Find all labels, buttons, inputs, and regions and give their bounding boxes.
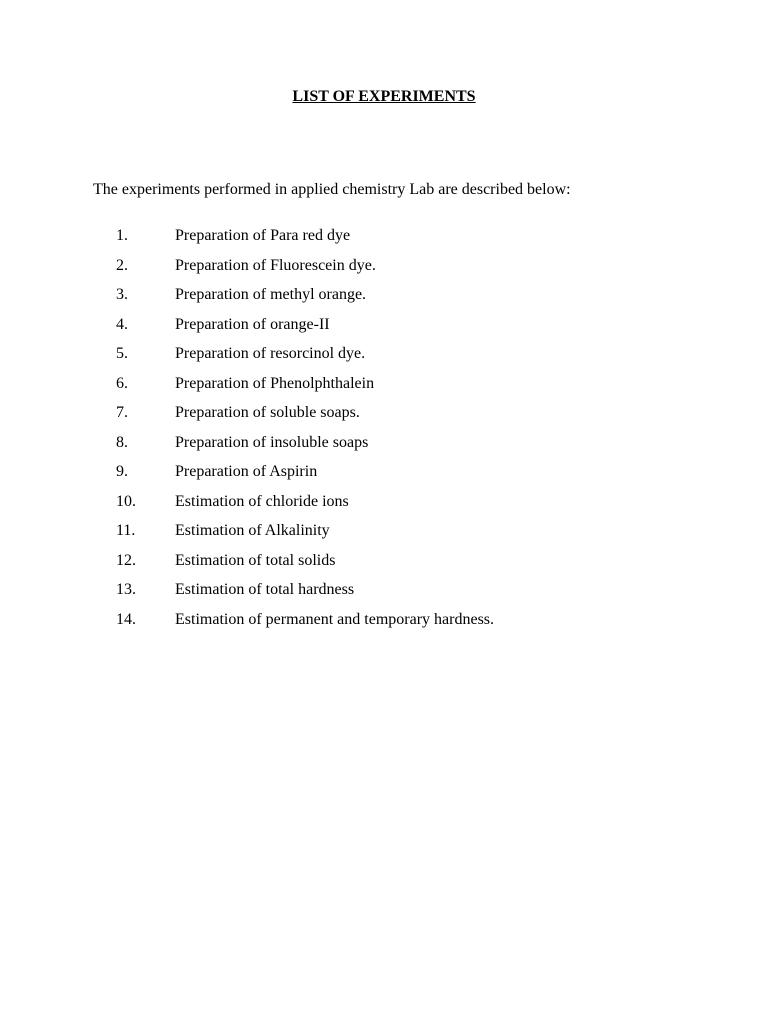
item-text: Preparation of methyl orange.	[175, 286, 367, 303]
item-text: Preparation of Phenolphthalein	[175, 374, 375, 392]
list-item	[0, 225, 768, 255]
item-number: 6.	[116, 374, 128, 392]
item-text: Preparation of soluble soaps.	[175, 404, 360, 421]
item-number: 1.	[116, 227, 128, 244]
item-number: 3.	[116, 286, 128, 303]
list-item	[0, 461, 768, 491]
item-number: 12.	[116, 551, 136, 569]
list-item	[0, 284, 768, 314]
item-number: 5.	[116, 345, 128, 362]
item-text: Estimation of total solids	[175, 551, 336, 569]
item-text: Preparation of orange-II	[175, 315, 330, 333]
item-number: 4.	[116, 315, 128, 333]
item-number: 2.	[116, 256, 128, 274]
list-item	[0, 550, 768, 580]
item-text: Preparation of Fluorescein dye.	[175, 256, 376, 274]
item-number: 7.	[116, 404, 128, 421]
list-item	[0, 491, 768, 521]
item-number: 13.	[116, 581, 136, 598]
list-item	[0, 609, 768, 639]
item-number: 11.	[116, 522, 136, 539]
item-text: Estimation of total hardness	[175, 581, 355, 598]
item-text: Preparation of insoluble soaps	[175, 433, 369, 451]
intro-text: The experiments performed in applied chemistry Lab are described below:	[93, 181, 571, 198]
list-item	[0, 579, 768, 609]
list-item	[0, 520, 768, 550]
item-text: Estimation of permanent and temporary hardness.	[175, 610, 495, 628]
list-item	[0, 255, 768, 285]
item-number: 14.	[116, 610, 136, 628]
item-text: Estimation of chloride ions	[175, 492, 349, 510]
item-text: Preparation of Aspirin	[175, 463, 318, 480]
list-item	[0, 343, 768, 373]
item-text: Preparation of resorcinol dye.	[175, 345, 366, 362]
item-text: Preparation of Para red dye	[175, 227, 351, 244]
item-number: 9.	[116, 463, 128, 480]
experiment-list	[0, 225, 768, 638]
list-item	[0, 432, 768, 462]
item-number: 8.	[116, 433, 128, 451]
page-title: LIST OF EXPERIMENTS	[292, 88, 476, 105]
list-item	[0, 314, 768, 344]
list-item	[0, 373, 768, 403]
item-number: 10.	[116, 492, 136, 510]
item-text: Estimation of Alkalinity	[175, 522, 330, 539]
list-item	[0, 402, 768, 432]
